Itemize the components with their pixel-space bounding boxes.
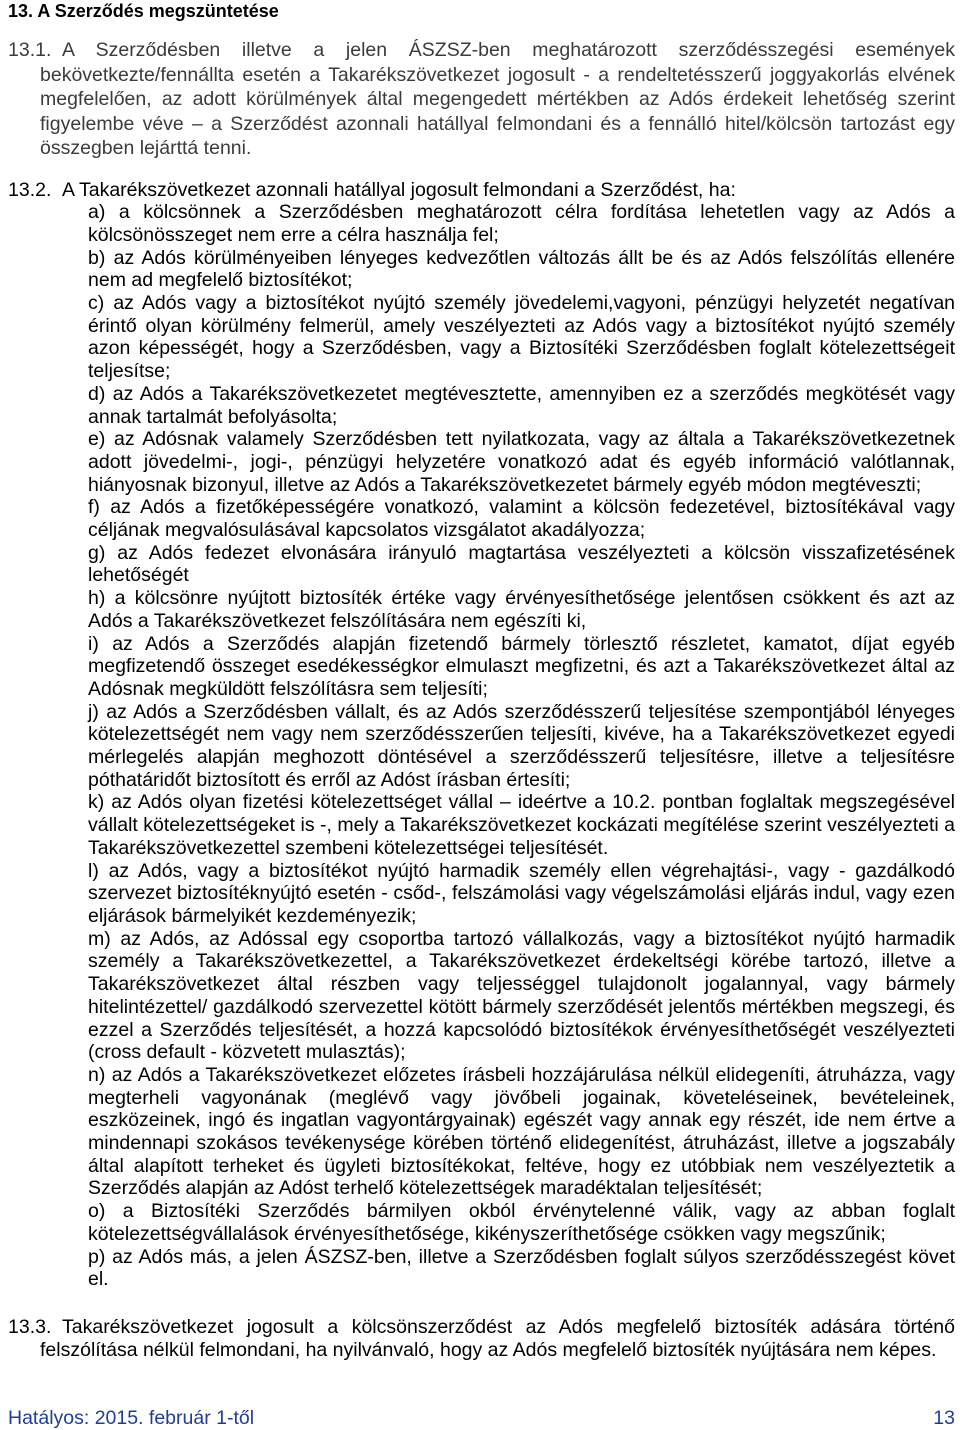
list-item [88,928,955,1064]
clause-number: 13.2. [8,178,52,201]
item-text: az Adós, az Adóssal egy csoportba tartozó vállalkozás, vagy a biztosítékot nyújtó harmadik személy a Takarékszövetkezettel, a Takarékszövetkezet érdekeltségi körébe tartozó, illetve a Takarékszövetkezet által részben vagy teljességgel tulajdonolt jogalannyal, vagy bármely hitelintézettel/ gazdálkodó szervezettel kötött bármely szerződését jelentős mértékben megszegi, és ezzel a Szerződés teljesítését, a hozzá kapcsolódó biztosítékok érvényesíthetőségét veszélyezteti (cross default - közvetett mulasztás); [88,927,955,1064]
list-item [88,633,955,701]
clause-13-3 [0,1316,955,1362]
item-text: az Adós, vagy a biztosítékot nyújtó harmadik személy ellen végrehajtási-, vagy - gazdálkodó szervezet biztosítéknyújtó esetén - csőd-, felszámolási vagy végelszámolási eljárás indul, vagy ezen eljárások bármelyikét kezdeményezik; [88,859,955,927]
list-item [88,1064,955,1200]
item-label: g) [88,541,106,564]
item-text: az Adós vagy a biztosítékot nyújtó személy jövedelemi,vagyoni, pénzügyi helyzetét negatívan érintő olyan körülmény felmerül, amely veszélyezteti az Adós vagy a biztosítékot nyújtó személy azon képességét, hogy a Szerződésben, vagy a Biztosítéki Szerződésben foglalt kötelezettségeit teljesítse; [88,292,956,383]
effective-date: Hatályos: 2015. február 1-től [8,1407,255,1429]
list-item [88,201,955,246]
item-label: m) [88,927,111,950]
list-item [88,496,955,541]
item-label: k) [88,791,105,814]
item-label: b) [88,246,106,269]
list-item [88,701,955,792]
item-text: az Adós a Takarékszövetkezet előzetes írásbeli hozzájárulása nélkül elidegeníti, átruházza, vagy megterheli vagyonának (meglévő vagy jövőbeli jogainak, követeléseinek, bevételeinek, eszközeinek, ingó és ingatlan vagyontárgyainak) egészét vagy annak egy részét, ide nem értve a mindennapi szokásos tevékenysége körében történő elidegenítést, átruházást, illetve a jogszabály által alapított terheket és ügyleti biztosítékokat, feltéve, hogy ez utóbbiak nem veszélyeztetik a Szerződés alapján az Adóst terhelő kötelezettségek maradéktalan teljesítését; [88,1063,955,1200]
item-text: az Adós körülményeiben lényeges kedvezőtlen változás állt be és az Adós felszólítás ellenére nem ad megfelelő biztosítékot; [88,246,955,292]
item-label: a) [88,201,106,224]
item-label: e) [88,428,106,451]
clause-text: A Takarékszövetkezet azonnali hatállyal jogosult felmondani a Szerződést, ha: [62,178,736,201]
item-label: c) [88,292,105,315]
clause-number: 13.3. [8,1315,52,1338]
list-item [88,1200,955,1245]
section-title: A Szerződés megszüntetése [37,1,279,21]
list-item [88,428,955,496]
list-item [88,587,955,632]
clause-text: Takarékszövetkezet jogosult a kölcsönszerződést az Adós megfelelő biztosíték adására történő felszólítása nélkül felmondani, ha nyilvánvaló, hogy az Adós megfelelő biztosíték nyújtására nem képes. [40,1315,955,1361]
item-label: p) [88,1245,106,1268]
clause-number: 13.1. [8,39,52,61]
clause-item-list [0,201,955,1291]
item-text: a kölcsönre nyújtott biztosíték értéke vagy érvényesíthetősége jelentősen csökkent és azt az Adós a Takarékszövetkezet felszólítására nem egészíti ki, [88,587,955,632]
page-footer [8,1406,955,1430]
item-text: az Adós fedezet elvonására irányuló magtartása veszélyezteti a kölcsön visszafizetésének lehetőségét [88,541,956,587]
item-text: a kölcsönnek a Szerződésben meghatározott célra fordítása lehetetlen vagy az Adós a kölcsönösszeget nem erre a célra használja fel; [88,201,955,246]
item-text: a Biztosítéki Szerződés bármilyen okból érvénytelenné válik, vagy az abban foglalt kötelezettségvállalások érvényesíthetősége, kikényszeríthetősége csökken vagy megszűnik; [88,1200,956,1245]
list-item [88,791,955,859]
page-number: 13 [933,1407,955,1429]
list-item [88,860,955,928]
item-text: az Adós a Szerződésben vállalt, és az Adós szerződésszerű teljesítése szempontjából lényeges kötelezettségét nem vagy nem szerződésszerűen teljesíti, kivéve, ha a Takarékszövetkezet egyedi mérlegelés alapján meghozott döntésével a szerződésszerű teljesítésre, illetve a teljesítésre póthatáridőt biztosított és erről az Adóst írásban értesíti; [88,700,956,791]
clause-intro [0,179,955,202]
section-heading [0,0,955,22]
item-label: i) [88,632,99,655]
clause-13-2 [0,179,955,1291]
item-text: az Adós más, a jelen ÁSZSZ-ben, illetve a Szerződésben foglalt súlyos szerződésszegést követ el. [88,1245,955,1291]
item-text: az Adósnak valamely Szerződésben tett nyilatkozata, vagy az általa a Takarékszövetkezetnek adott jövedelmi-, jogi-, pénzügyi helyzetére vonatkozó adat és egyéb információ valótlannak, hiányosnak bizonyul, illetve az Adós a Takarékszövetkezetet bármely egyéb módon megtéveszti; [88,428,956,496]
item-text: az Adós a Szerződés alapján fizetendő bármely törlesztő részletet, kamatot, díjat egyéb megfizetendő összeget esedékességkor elmulaszt megfizetni, és azt a Takarékszövetkezet által az Adósnak megküldött felszólításra sem teljesíti; [88,632,955,700]
item-label: h) [88,587,106,610]
item-label: n) [88,1063,106,1086]
item-label: f) [88,496,100,519]
item-label: j) [88,700,99,723]
clause-13-1 [0,38,955,161]
list-item [88,292,955,383]
item-text: az Adós olyan fizetési kötelezettséget vállal – ideértve a 10.2. pontban foglaltak megszegésével vállalt kötelezettségeket is -, mely a Takarékszövetkezet kockázati megítélése szerint veszélyezteti a Takarékszövetkezettel szembeni kötelezettségei teljesítését. [88,791,956,859]
list-item [88,383,955,428]
item-label: o) [88,1200,106,1223]
list-item [88,542,955,587]
list-item [88,247,955,292]
item-label: d) [88,382,106,405]
section-number: 13. [8,1,34,21]
list-item [88,1246,955,1291]
clause-text: A Szerződésben illetve a jelen ÁSZSZ-ben meghatározott szerződésszegési események bekövetkezte/fennállta esetén a Takarékszövetkezet jogosult - a rendeltetésszerű joggyakorlás elvének megfelelően, az adott körülmények által megengedett mértékben az Adós érdekeit lehetőség szerint figyelembe véve – a Szerződést azonnali hatállyal felmondani és a fennálló hitel/kölcsön tartozást egy összegben lejárttá tenni. [40,39,955,159]
item-text: az Adós a Takarékszövetkezetet megtévesztette, amennyiben ez a szerződés megkötését vagy annak tartalmát befolyásolta; [88,382,956,428]
item-text: az Adós a fizetőképességére vonatkozó, valamint a kölcsön fedezetével, biztosítékával vagy céljának megvalósulásával kapcsolatos vizsgálatot akadályozza; [88,496,956,542]
item-label: l) [88,859,99,882]
